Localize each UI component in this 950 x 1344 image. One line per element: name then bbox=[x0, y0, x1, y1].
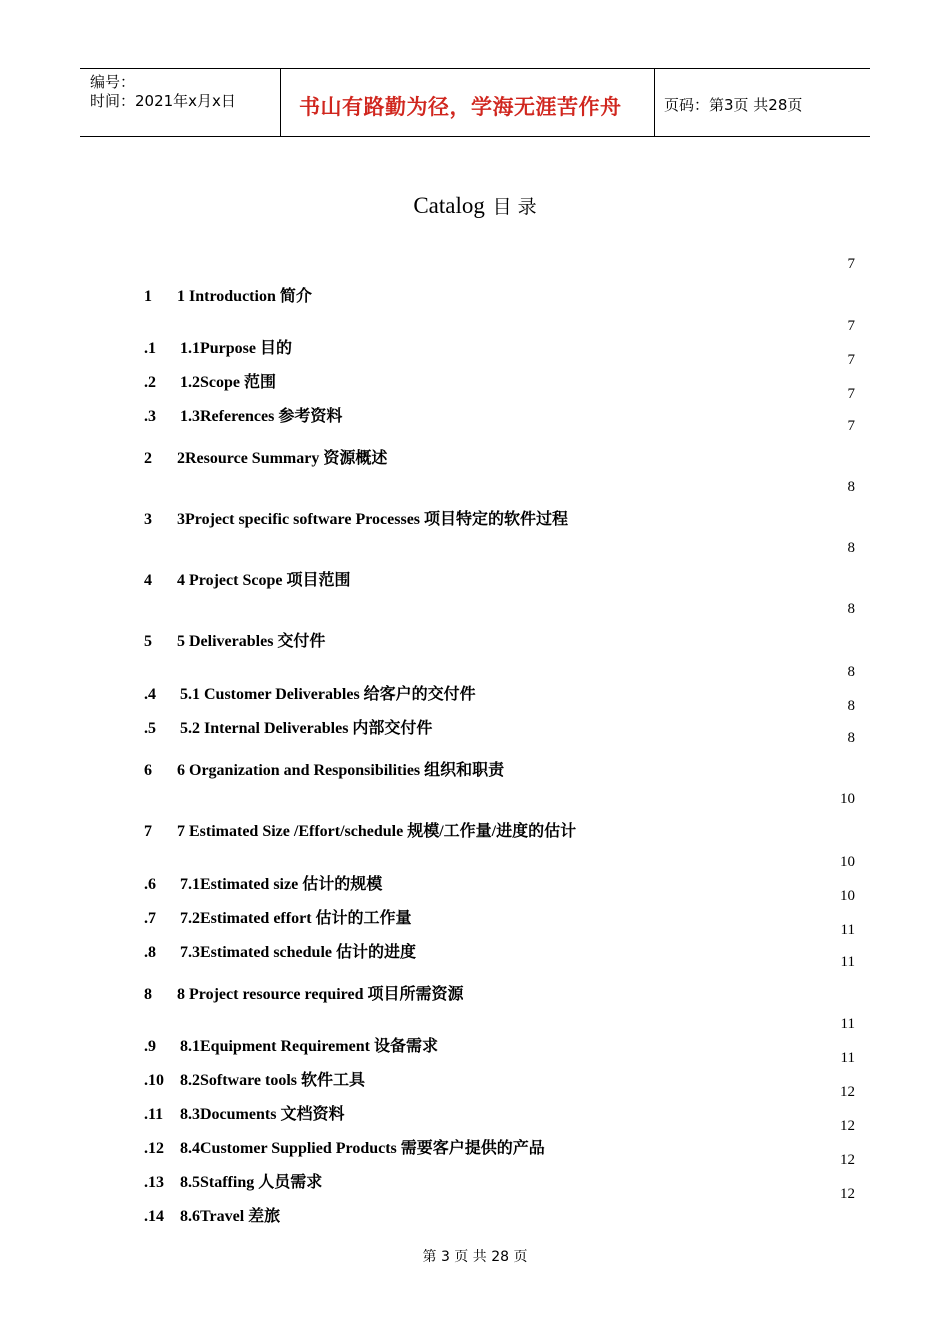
toc-entry-number: .5 bbox=[144, 720, 156, 737]
toc-entry[interactable] bbox=[0, 954, 950, 1004]
toc-entry[interactable] bbox=[0, 854, 950, 894]
toc-entry-page: 10 bbox=[840, 854, 855, 870]
toc-entry-page: 12 bbox=[840, 1152, 855, 1168]
toc-entry[interactable] bbox=[0, 601, 950, 651]
toc-entry-page: 8 bbox=[847, 664, 855, 680]
toc-entry-title: 5 Deliverables 交付件 bbox=[177, 633, 326, 650]
toc-entry-number: 8 bbox=[144, 986, 152, 1003]
toc-entry-page: 8 bbox=[847, 698, 855, 714]
toc-entry-title: 8 Project resource required 项目所需资源 bbox=[177, 986, 464, 1003]
toc-entry[interactable] bbox=[0, 352, 950, 392]
toc-entry-page: 10 bbox=[840, 791, 855, 807]
toc-entry-title: 7 Estimated Size /Effort/schedule 规模/工作量/进度的估计 bbox=[177, 823, 577, 840]
toc-entry-number: .12 bbox=[144, 1140, 164, 1157]
toc-entry[interactable] bbox=[0, 664, 950, 704]
toc-entry-title: 8.6Travel 差旅 bbox=[180, 1208, 281, 1225]
toc-entry-title: 7.3Estimated schedule 估计的进度 bbox=[180, 944, 417, 961]
number-label: 编号： bbox=[90, 73, 136, 91]
toc-entry-title: 5.2 Internal Deliverables 内部交付件 bbox=[180, 720, 433, 737]
toc-entry[interactable] bbox=[0, 540, 950, 590]
toc-entry-page: 8 bbox=[847, 730, 855, 746]
toc-entry-number: 7 bbox=[144, 823, 152, 840]
page-info: 页码：第3页 共28页 bbox=[664, 96, 803, 114]
toc-entry-title: 3Project specific software Processes 项目特定的软件过程 bbox=[177, 511, 569, 528]
toc-entry-title: 1 Introduction 简介 bbox=[177, 288, 312, 305]
page-footer: 第 3 页 共 28 页 bbox=[422, 1249, 528, 1265]
toc-entry[interactable] bbox=[0, 730, 950, 780]
toc-entry-page: 8 bbox=[847, 601, 855, 617]
toc-entry[interactable] bbox=[0, 1186, 950, 1226]
toc-entry-page: 7 bbox=[847, 352, 855, 368]
toc-entry-number: 6 bbox=[144, 762, 152, 779]
toc-entry-page: 11 bbox=[840, 1050, 855, 1066]
toc-entry[interactable] bbox=[0, 256, 950, 306]
toc-entry-number: .3 bbox=[144, 408, 156, 425]
toc-entry-page: 7 bbox=[847, 318, 855, 334]
toc-entry-number: .10 bbox=[144, 1072, 164, 1089]
toc-entry-title: 2Resource Summary 资源概述 bbox=[177, 450, 388, 467]
toc-entry-title: 1.3References 参考资料 bbox=[180, 408, 343, 425]
date-label: 时间：2021年x月x日 bbox=[90, 92, 236, 110]
toc-entry-page: 7 bbox=[847, 418, 855, 434]
toc-entry-title: 1.2Scope 范围 bbox=[180, 374, 277, 391]
toc-entry-number: .13 bbox=[144, 1174, 164, 1191]
toc-entry-page: 11 bbox=[840, 954, 855, 970]
toc-entry-page: 12 bbox=[840, 1118, 855, 1134]
toc-entry-page: 10 bbox=[840, 888, 855, 904]
toc-entry[interactable] bbox=[0, 888, 950, 928]
title-en: Catalog bbox=[413, 193, 485, 218]
toc-entry[interactable] bbox=[0, 1050, 950, 1090]
toc-entry[interactable] bbox=[0, 386, 950, 426]
toc-entry-title: 4 Project Scope 项目范围 bbox=[177, 572, 351, 589]
toc-entry-number: .9 bbox=[144, 1038, 156, 1055]
toc-entry-page: 7 bbox=[847, 256, 855, 272]
toc-entry-title: 8.1Equipment Requirement 设备需求 bbox=[180, 1038, 438, 1055]
header-left-cell bbox=[80, 69, 281, 136]
toc-entry-page: 12 bbox=[840, 1084, 855, 1100]
toc-entry[interactable] bbox=[0, 418, 950, 468]
toc-entry-number: 5 bbox=[144, 633, 152, 650]
toc-entry-number: .2 bbox=[144, 374, 156, 391]
toc-entry[interactable] bbox=[0, 1016, 950, 1056]
toc-entry-page: 8 bbox=[847, 479, 855, 495]
toc-entry[interactable] bbox=[0, 1084, 950, 1124]
header-table bbox=[80, 68, 870, 137]
toc-entry-title: 6 Organization and Responsibilities 组织和职责 bbox=[177, 762, 505, 779]
toc-entry[interactable] bbox=[0, 1152, 950, 1192]
toc-entry-page: 8 bbox=[847, 540, 855, 556]
header-right-cell bbox=[655, 69, 870, 136]
header-center-cell bbox=[281, 69, 655, 136]
toc-entry-number: .14 bbox=[144, 1208, 164, 1225]
toc-entry-number: 4 bbox=[144, 572, 152, 589]
toc-entry[interactable] bbox=[0, 922, 950, 962]
toc-entry-number: 1 bbox=[144, 288, 152, 305]
toc-entry-page: 12 bbox=[840, 1186, 855, 1202]
toc-entry-title: 7.2Estimated effort 估计的工作量 bbox=[180, 910, 412, 927]
toc-entry-number: .1 bbox=[144, 340, 156, 357]
toc-entry[interactable] bbox=[0, 698, 950, 738]
toc-entry-number: .7 bbox=[144, 910, 156, 927]
toc-entry-title: 8.3Documents 文档资料 bbox=[180, 1106, 345, 1123]
title-zh: 目 录 bbox=[492, 196, 537, 218]
toc-entry-title: 8.4Customer Supplied Products 需要客户提供的产品 bbox=[180, 1140, 545, 1157]
toc-entry[interactable] bbox=[0, 791, 950, 841]
toc-entry-number: 2 bbox=[144, 450, 152, 467]
toc-entry-number: .4 bbox=[144, 686, 156, 703]
toc-entry[interactable] bbox=[0, 318, 950, 358]
toc-entry[interactable] bbox=[0, 1118, 950, 1158]
toc-entry-number: .11 bbox=[144, 1106, 164, 1123]
toc-entry-page: 7 bbox=[847, 386, 855, 402]
page-title bbox=[0, 192, 950, 219]
toc-entry-title: 8.5Staffing 人员需求 bbox=[180, 1174, 323, 1191]
toc-entry-title: 8.2Software tools 软件工具 bbox=[180, 1072, 366, 1089]
toc-entry-number: .8 bbox=[144, 944, 156, 961]
toc-entry-page: 11 bbox=[840, 1016, 855, 1032]
toc-entry-title: 1.1Purpose 目的 bbox=[180, 340, 293, 357]
toc-entry-number: 3 bbox=[144, 511, 152, 528]
toc-entry-page: 11 bbox=[840, 922, 855, 938]
toc-entry-title: 7.1Estimated size 估计的规模 bbox=[180, 876, 383, 893]
toc-entry-title: 5.1 Customer Deliverables 给客户的交付件 bbox=[180, 686, 476, 703]
motto-text: 书山有路勤为径，学海无涯苦作舟 bbox=[299, 95, 622, 119]
toc-entry[interactable] bbox=[0, 479, 950, 529]
toc-entry-number: .6 bbox=[144, 876, 156, 893]
